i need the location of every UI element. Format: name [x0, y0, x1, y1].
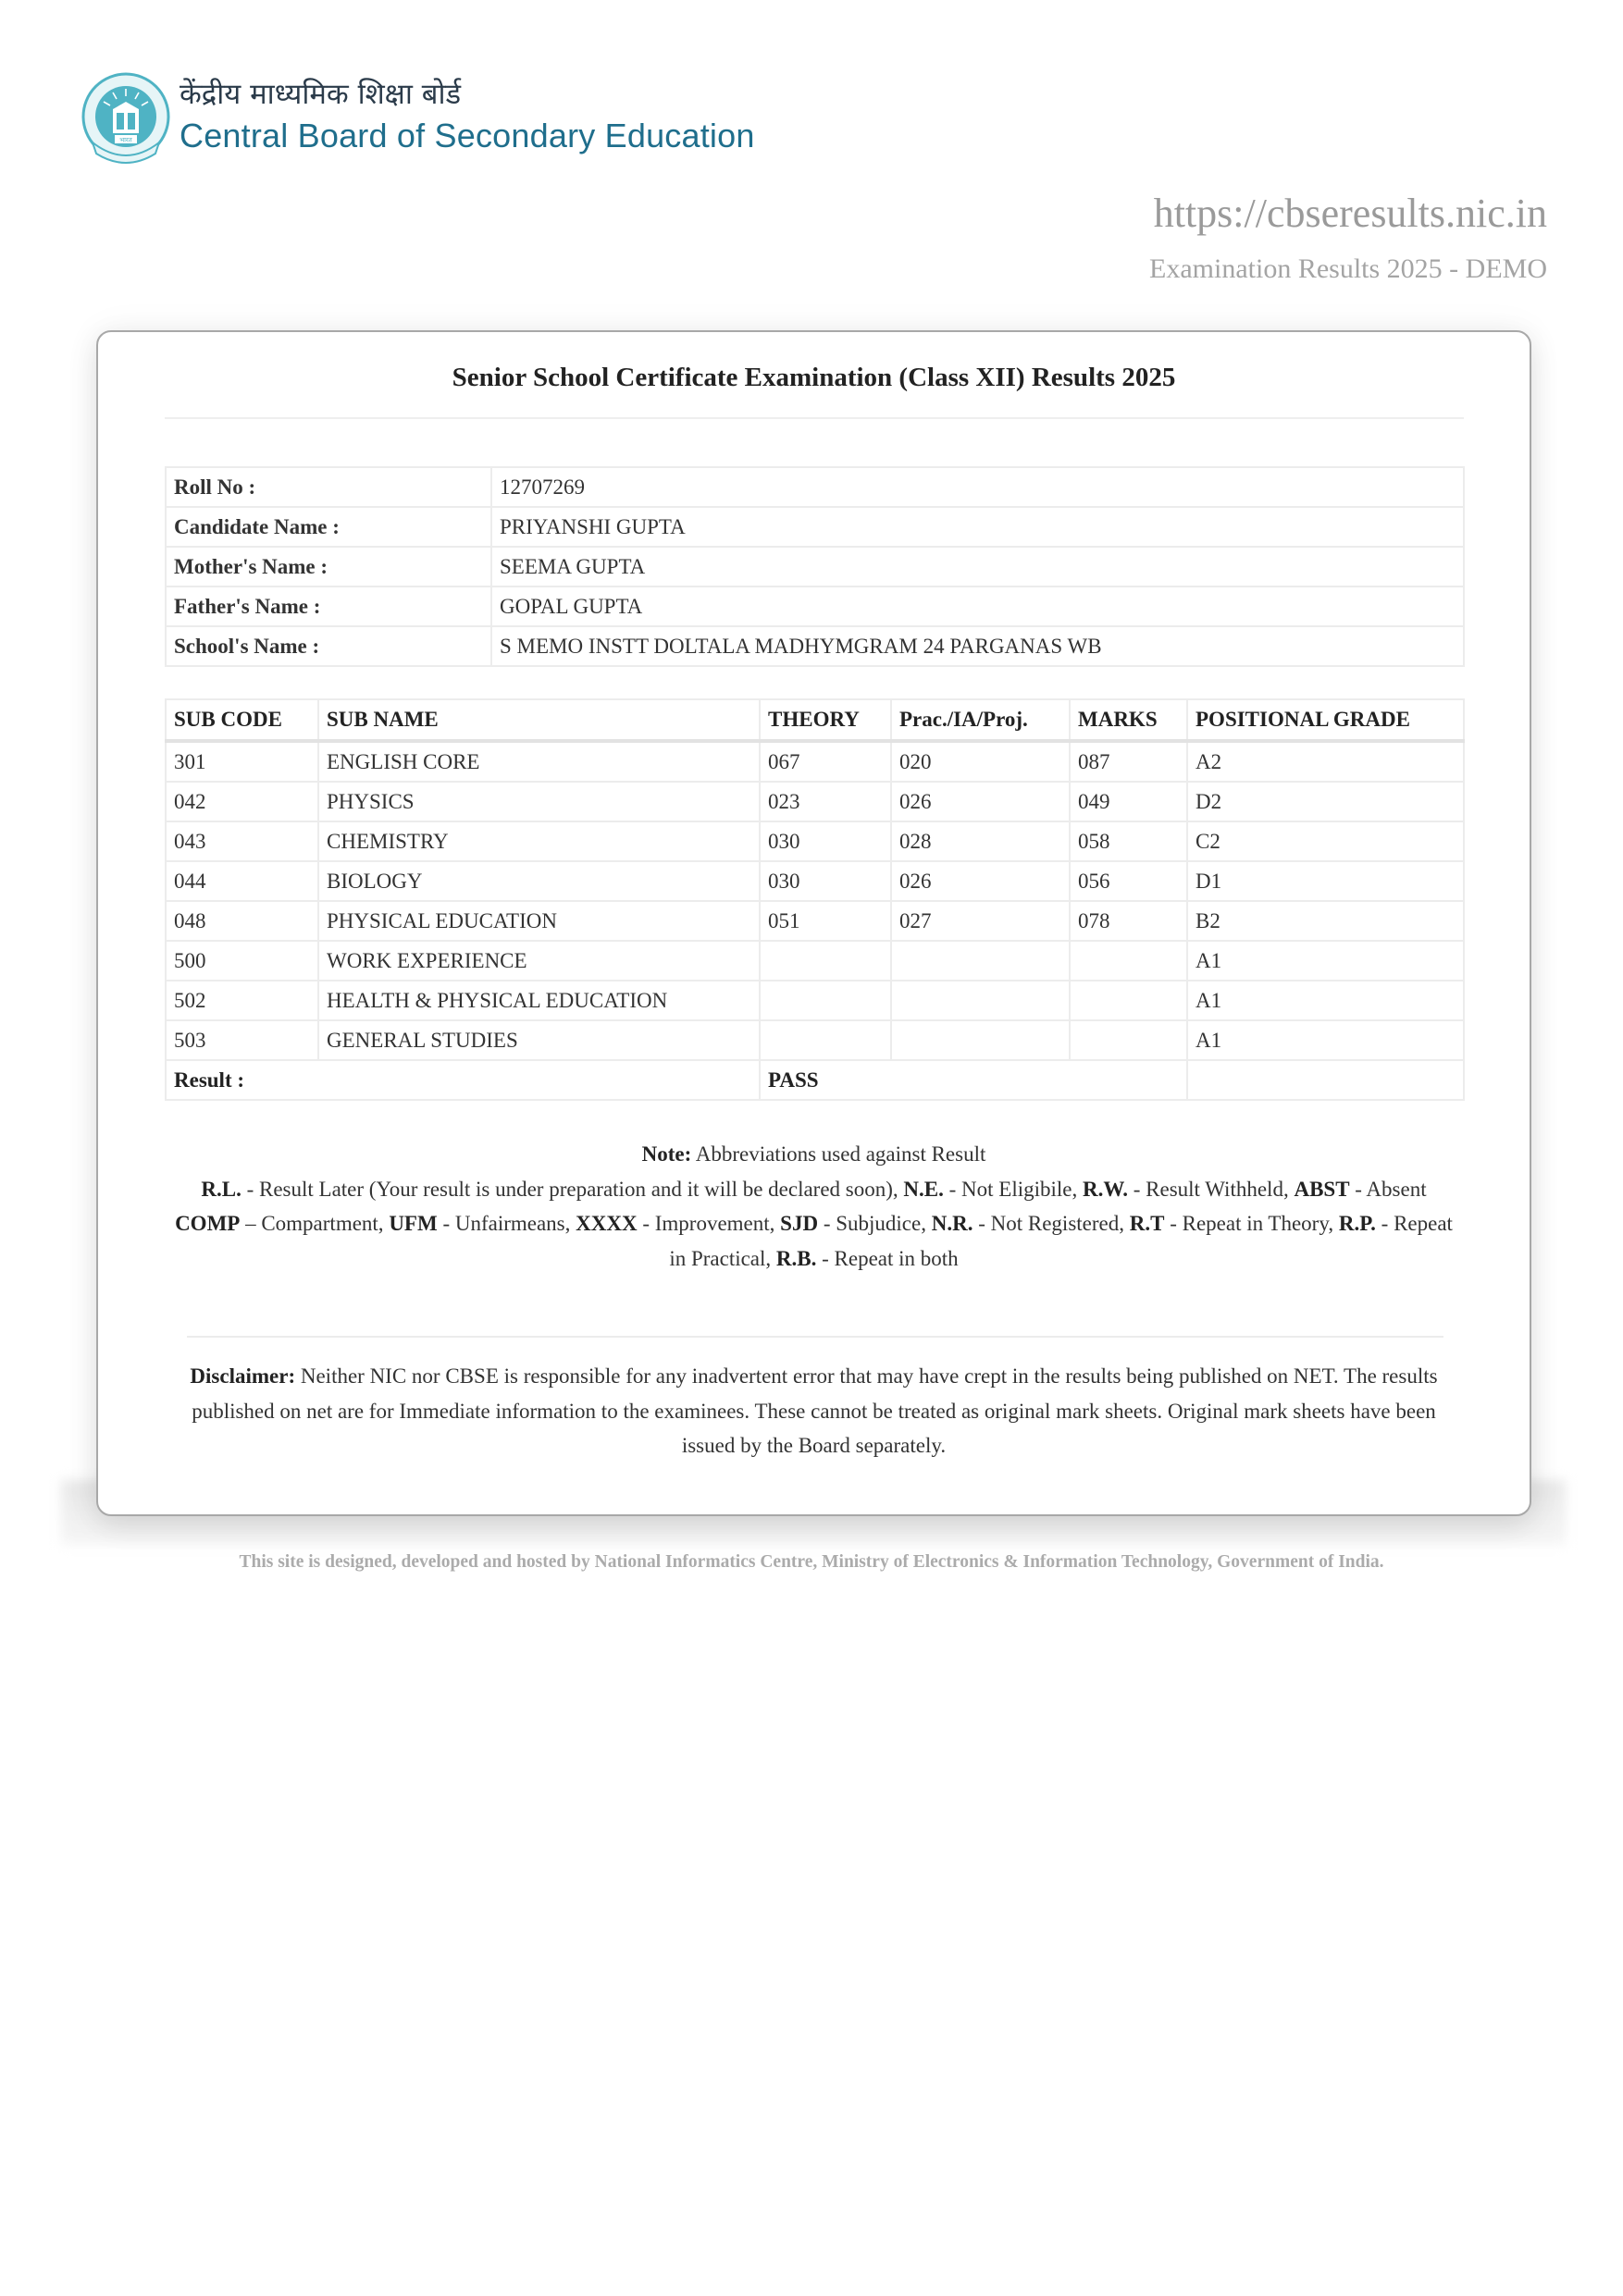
abbreviations-line-2 — [172, 1206, 1456, 1276]
cell-sub-code: 048 — [166, 901, 318, 941]
cell-sub-code: 500 — [166, 941, 318, 981]
cell-sub-code: 301 — [166, 741, 318, 782]
table-row — [166, 821, 1464, 861]
cell-theory — [760, 1020, 891, 1060]
table-row — [166, 861, 1464, 901]
cell-practical: 026 — [891, 782, 1070, 821]
disclaimer — [181, 1359, 1446, 1463]
cell-marks: 078 — [1070, 901, 1187, 941]
table-row — [166, 1020, 1464, 1060]
table-row — [166, 901, 1464, 941]
page-title: Senior School Certificate Examination (Class XII) Results 2025 — [452, 363, 1176, 392]
notes-divider — [187, 1336, 1443, 1338]
abbreviation-meaning: - Repeat in Practical, — [669, 1212, 1453, 1270]
cell-sub-name: CHEMISTRY — [318, 821, 760, 861]
cell-sub-name: PHYSICAL EDUCATION — [318, 901, 760, 941]
cell-positional-grade: A2 — [1187, 741, 1464, 782]
table-row — [166, 981, 1464, 1020]
title-divider — [165, 417, 1464, 419]
abbreviation-code: ABST — [1294, 1177, 1350, 1201]
abbreviation-meaning: – Compartment, — [240, 1212, 390, 1235]
cell-marks — [1070, 941, 1187, 981]
note-heading-line — [172, 1137, 1456, 1172]
table-row — [166, 782, 1464, 821]
cell-positional-grade: D2 — [1187, 782, 1464, 821]
cell-practical: 026 — [891, 861, 1070, 901]
header-sub-name: SUB NAME — [318, 699, 760, 741]
cell-positional-grade: A1 — [1187, 941, 1464, 981]
abbreviation-meaning: - Result Later (Your result is under preparation and it will be declared soon), — [241, 1177, 904, 1201]
info-row — [166, 467, 1464, 507]
abbreviations-line-1 — [172, 1172, 1456, 1207]
table-row — [166, 741, 1464, 782]
cell-sub-name: HEALTH & PHYSICAL EDUCATION — [318, 981, 760, 1020]
cell-marks: 049 — [1070, 782, 1187, 821]
cell-marks: 058 — [1070, 821, 1187, 861]
info-row — [166, 507, 1464, 547]
marks-table — [165, 698, 1465, 1101]
logo-text-english: Central Board of Secondary Education — [180, 117, 755, 154]
cell-practical — [891, 941, 1070, 981]
info-row — [166, 586, 1464, 626]
marks-header-row — [166, 699, 1464, 741]
abbreviation-notes — [172, 1137, 1456, 1276]
disclaimer-text: Neither NIC nor CBSE is responsible for any inadvertent error that may have crept in the results being published on NET. The results published on net are for Immediate information to the examinees. These cannot be treated as original mark sheets. Original mark sheets have been issued by the Board separately. — [192, 1364, 1438, 1457]
disclaimer-label: Disclaimer: — [190, 1364, 296, 1388]
abbreviation-code: R.W. — [1083, 1177, 1128, 1201]
cell-positional-grade: B2 — [1187, 901, 1464, 941]
result-status: PASS — [760, 1060, 1187, 1100]
cell-sub-name: ENGLISH CORE — [318, 741, 760, 782]
cell-positional-grade: A1 — [1187, 981, 1464, 1020]
cell-positional-grade: D1 — [1187, 861, 1464, 901]
abbreviation-meaning: - Absent — [1349, 1177, 1427, 1201]
logo-text-hindi: केंद्रीय माध्यमिक शिक्षा बोर्ड — [180, 78, 462, 111]
cell-marks: 056 — [1070, 861, 1187, 901]
cell-sub-name: BIOLOGY — [318, 861, 760, 901]
cell-theory — [760, 941, 891, 981]
result-label: Result : — [166, 1060, 760, 1100]
info-label: Candidate Name : — [166, 507, 491, 547]
header-positional-grade: POSITIONAL GRADE — [1187, 699, 1464, 741]
cell-sub-code: 042 — [166, 782, 318, 821]
header-practical: Prac./IA/Proj. — [891, 699, 1070, 741]
cbse-logo[interactable] — [80, 68, 755, 176]
site-url[interactable]: https://cbseresults.nic.in — [1153, 191, 1547, 236]
header-theory: THEORY — [760, 699, 891, 741]
cell-theory: 051 — [760, 901, 891, 941]
site-subtitle: Examination Results 2025 - DEMO — [1149, 253, 1547, 284]
cell-positional-grade: C2 — [1187, 821, 1464, 861]
cell-sub-name: PHYSICS — [318, 782, 760, 821]
abbreviation-code: R.L. — [201, 1177, 242, 1201]
cell-theory — [760, 981, 891, 1020]
result-card — [96, 330, 1531, 1516]
cell-sub-name: GENERAL STUDIES — [318, 1020, 760, 1060]
abbreviation-code: UFM — [389, 1212, 438, 1235]
abbreviation-code: COMP — [175, 1212, 241, 1235]
info-row — [166, 547, 1464, 586]
info-value: 12707269 — [491, 467, 1464, 507]
abbreviation-code: SJD — [780, 1212, 819, 1235]
cell-sub-name: WORK EXPERIENCE — [318, 941, 760, 981]
abbreviation-meaning: - Improvement, — [637, 1212, 781, 1235]
cell-sub-code: 044 — [166, 861, 318, 901]
table-row — [166, 941, 1464, 981]
cell-theory: 030 — [760, 861, 891, 901]
note-label: Note: — [641, 1142, 692, 1166]
cell-practical: 028 — [891, 821, 1070, 861]
abbreviation-code: R.B. — [775, 1246, 817, 1270]
abbreviation-code: R.P. — [1338, 1212, 1376, 1235]
abbreviation-code: N.R. — [931, 1212, 973, 1235]
cbse-emblem-icon — [80, 68, 172, 170]
cell-marks — [1070, 981, 1187, 1020]
info-label: School's Name : — [166, 626, 491, 666]
abbreviation-code: N.E. — [903, 1177, 944, 1201]
cell-sub-code: 502 — [166, 981, 318, 1020]
result-row — [166, 1060, 1464, 1100]
abbreviation-meaning: - Repeat in Theory, — [1164, 1212, 1339, 1235]
info-label: Roll No : — [166, 467, 491, 507]
emblem-text: भारत — [119, 136, 132, 144]
info-row — [166, 626, 1464, 666]
cell-theory: 030 — [760, 821, 891, 861]
cell-sub-code: 503 — [166, 1020, 318, 1060]
info-label: Father's Name : — [166, 586, 491, 626]
result-empty-cell — [1187, 1060, 1464, 1100]
header-sub-code: SUB CODE — [166, 699, 318, 741]
abbreviation-code: XXXX — [576, 1212, 638, 1235]
cell-practical: 027 — [891, 901, 1070, 941]
cell-positional-grade: A1 — [1187, 1020, 1464, 1060]
info-value: GOPAL GUPTA — [491, 586, 1464, 626]
abbreviation-meaning: - Subjudice, — [818, 1212, 932, 1235]
footer-credit: This site is designed, developed and hosted by National Informatics Centre, Ministry of Electronics & Information Technology, Government of India. — [239, 1552, 1384, 1572]
note-heading-text: Abbreviations used against Result — [691, 1142, 986, 1166]
cell-sub-code: 043 — [166, 821, 318, 861]
abbreviation-meaning: - Unfairmeans, — [437, 1212, 576, 1235]
info-value: S MEMO INSTT DOLTALA MADHYMGRAM 24 PARGANAS WB — [491, 626, 1464, 666]
abbreviation-code: R.T — [1129, 1212, 1165, 1235]
cell-marks — [1070, 1020, 1187, 1060]
cell-practical — [891, 981, 1070, 1020]
abbreviation-meaning: - Repeat in both — [816, 1246, 959, 1270]
abbreviation-meaning: - Not Registered, — [973, 1212, 1130, 1235]
cell-marks: 087 — [1070, 741, 1187, 782]
abbreviation-meaning: - Not Eligibile, — [943, 1177, 1083, 1201]
cell-practical — [891, 1020, 1070, 1060]
info-value: PRIYANSHI GUPTA — [491, 507, 1464, 547]
cell-practical: 020 — [891, 741, 1070, 782]
header-marks: MARKS — [1070, 699, 1187, 741]
info-label: Mother's Name : — [166, 547, 491, 586]
abbreviation-meaning: - Result Withheld, — [1128, 1177, 1295, 1201]
cell-theory: 067 — [760, 741, 891, 782]
candidate-info-table — [165, 466, 1465, 667]
cell-theory: 023 — [760, 782, 891, 821]
info-value: SEEMA GUPTA — [491, 547, 1464, 586]
